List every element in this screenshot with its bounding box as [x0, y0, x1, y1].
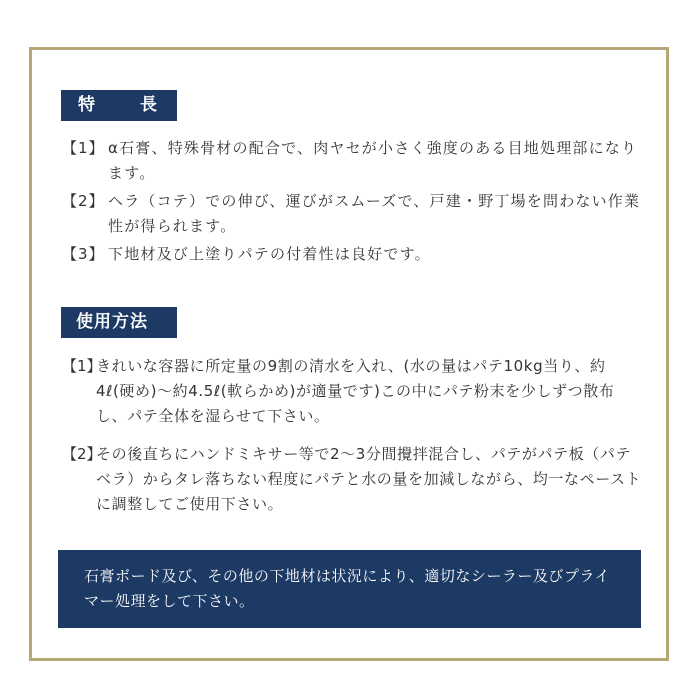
feature-item-text: α石膏、特殊骨材の配合で、肉ヤセが小さく強度のある目地処理部になります。: [108, 139, 638, 182]
usage-item-text: きれいな容器に所定量の9割の清水を入れ、(水の量はパテ10kg当り、約4ℓ(硬め)～約4.5ℓ(軟らかめ)が適量です)この中にパテ粉末を少しずつ散布し、パテ全体を湿らせて下さい。: [96, 357, 615, 425]
feature-item-number: 【1】: [62, 139, 105, 157]
feature-item-text: 下地材及び上塗りパテの付着性は良好です。: [108, 245, 431, 263]
feature-item-1: [62, 136, 642, 186]
feature-item-2: [62, 189, 642, 239]
content-frame: [29, 47, 669, 661]
features-list: [62, 136, 642, 270]
usage-item-2: [62, 442, 642, 517]
usage-item-text: その後直ちにハンドミキサー等で2～3分間攪拌混合し、パテがパテ板（パテベラ）からタレ落ちない程度にパテと水の量を加減しながら、均一なペーストに調整してご使用下さい。: [96, 445, 642, 513]
usage-heading: 使用方法: [61, 307, 177, 338]
notice-text: 石膏ボード及び、その他の下地材は状況により、適切なシーラー及びプライマー処理をして下さい。: [84, 567, 610, 610]
features-heading: 特 長: [61, 90, 177, 121]
notice-box: [58, 550, 641, 628]
usage-item-number: 【2】: [62, 445, 102, 463]
usage-list: [62, 354, 642, 530]
usage-item-number: 【1】: [62, 357, 102, 375]
feature-item-number: 【2】: [62, 192, 105, 210]
feature-item-text: ヘラ（コテ）での伸び、運びがスムーズで、戸建・野丁場を問わない作業性が得られます。: [108, 192, 641, 235]
feature-item-3: [62, 242, 642, 267]
feature-item-number: 【3】: [62, 245, 105, 263]
usage-item-1: [62, 354, 642, 429]
